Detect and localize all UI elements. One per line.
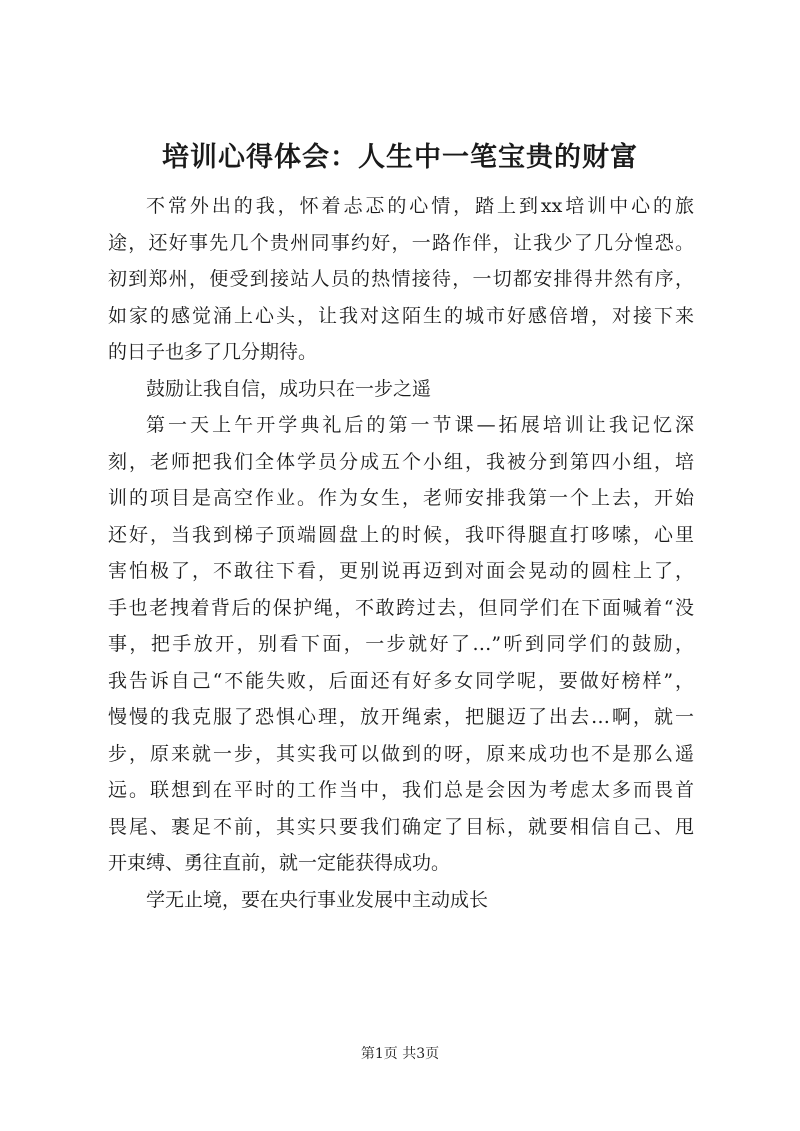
page-footer: 第1页 共3页: [360, 1046, 440, 1062]
paragraph-line: 途，还好事先几个贵州同事约好，一路作伴，让我少了几分惶恐。: [108, 231, 694, 254]
section-heading: 鼓励让我自信，成功只在一步之遥: [146, 377, 432, 400]
paragraph-line: 如家的感觉涌上心头，让我对这陌生的城市好感倍增，对接下来: [108, 304, 694, 327]
paragraph-line: 害怕极了，不敢往下看，更别说再迈到对面会晃动的圆柱上了，: [108, 560, 694, 582]
paragraph-line: 步，原来就一步，其实我可以做到的呀，原来成功也不是那么遥: [108, 742, 694, 765]
paragraph-line: 初到郑州，便受到接站人员的热情接待，一切都安排得井然有序，: [108, 268, 694, 290]
page-title: 培训心得体会：人生中一笔宝贵的财富: [162, 142, 638, 173]
paragraph-line: 刻，老师把我们全体学员分成五个小组，我被分到第四小组，培: [108, 450, 694, 473]
paragraph-line: 远。联想到在平时的工作当中，我们总是会因为考虑太多而畏首: [108, 779, 694, 801]
paragraph-line: 事，把手放开，别看下面，一步就好了…”听到同学们的鼓励，: [108, 633, 694, 655]
paragraph-line: 还好，当我到梯子顶端圆盘上的时候，我吓得腿直打哆嗦，心里: [108, 523, 694, 546]
paragraph-line: 训的项目是高空作业。作为女生，老师安排我第一个上去，开始: [108, 487, 694, 509]
paragraph-line: 我告诉自己“不能失败，后面还有好多女同学呢，要做好榜样”，: [108, 669, 694, 692]
paragraph-line: 慢慢的我克服了恐惧心理，放开绳索，把腿迈了出去…啊，就一: [108, 706, 694, 728]
paragraph-line: 开束缚、勇往直前，就一定能获得成功。: [108, 852, 451, 874]
paragraph-line: 畏尾、裹足不前，其实只要我们确定了目标，就要相信自己、甩: [108, 815, 694, 838]
paragraph-line: 手也老拽着背后的保护绳，不敢跨过去，但同学们在下面喊着“没: [108, 596, 694, 619]
paragraph-line: 的日子也多了几分期待。: [108, 341, 318, 363]
paragraph-line: 第一天上午开学典礼后的第一节课—拓展培训让我记忆深: [146, 414, 694, 436]
paragraph-line: 不常外出的我，怀着忐忑的心情，踏上到xx培训中心的旅: [146, 195, 694, 217]
section-heading: 学无止境，要在央行事业发展中主动成长: [146, 888, 489, 911]
document-body: [108, 188, 694, 918]
